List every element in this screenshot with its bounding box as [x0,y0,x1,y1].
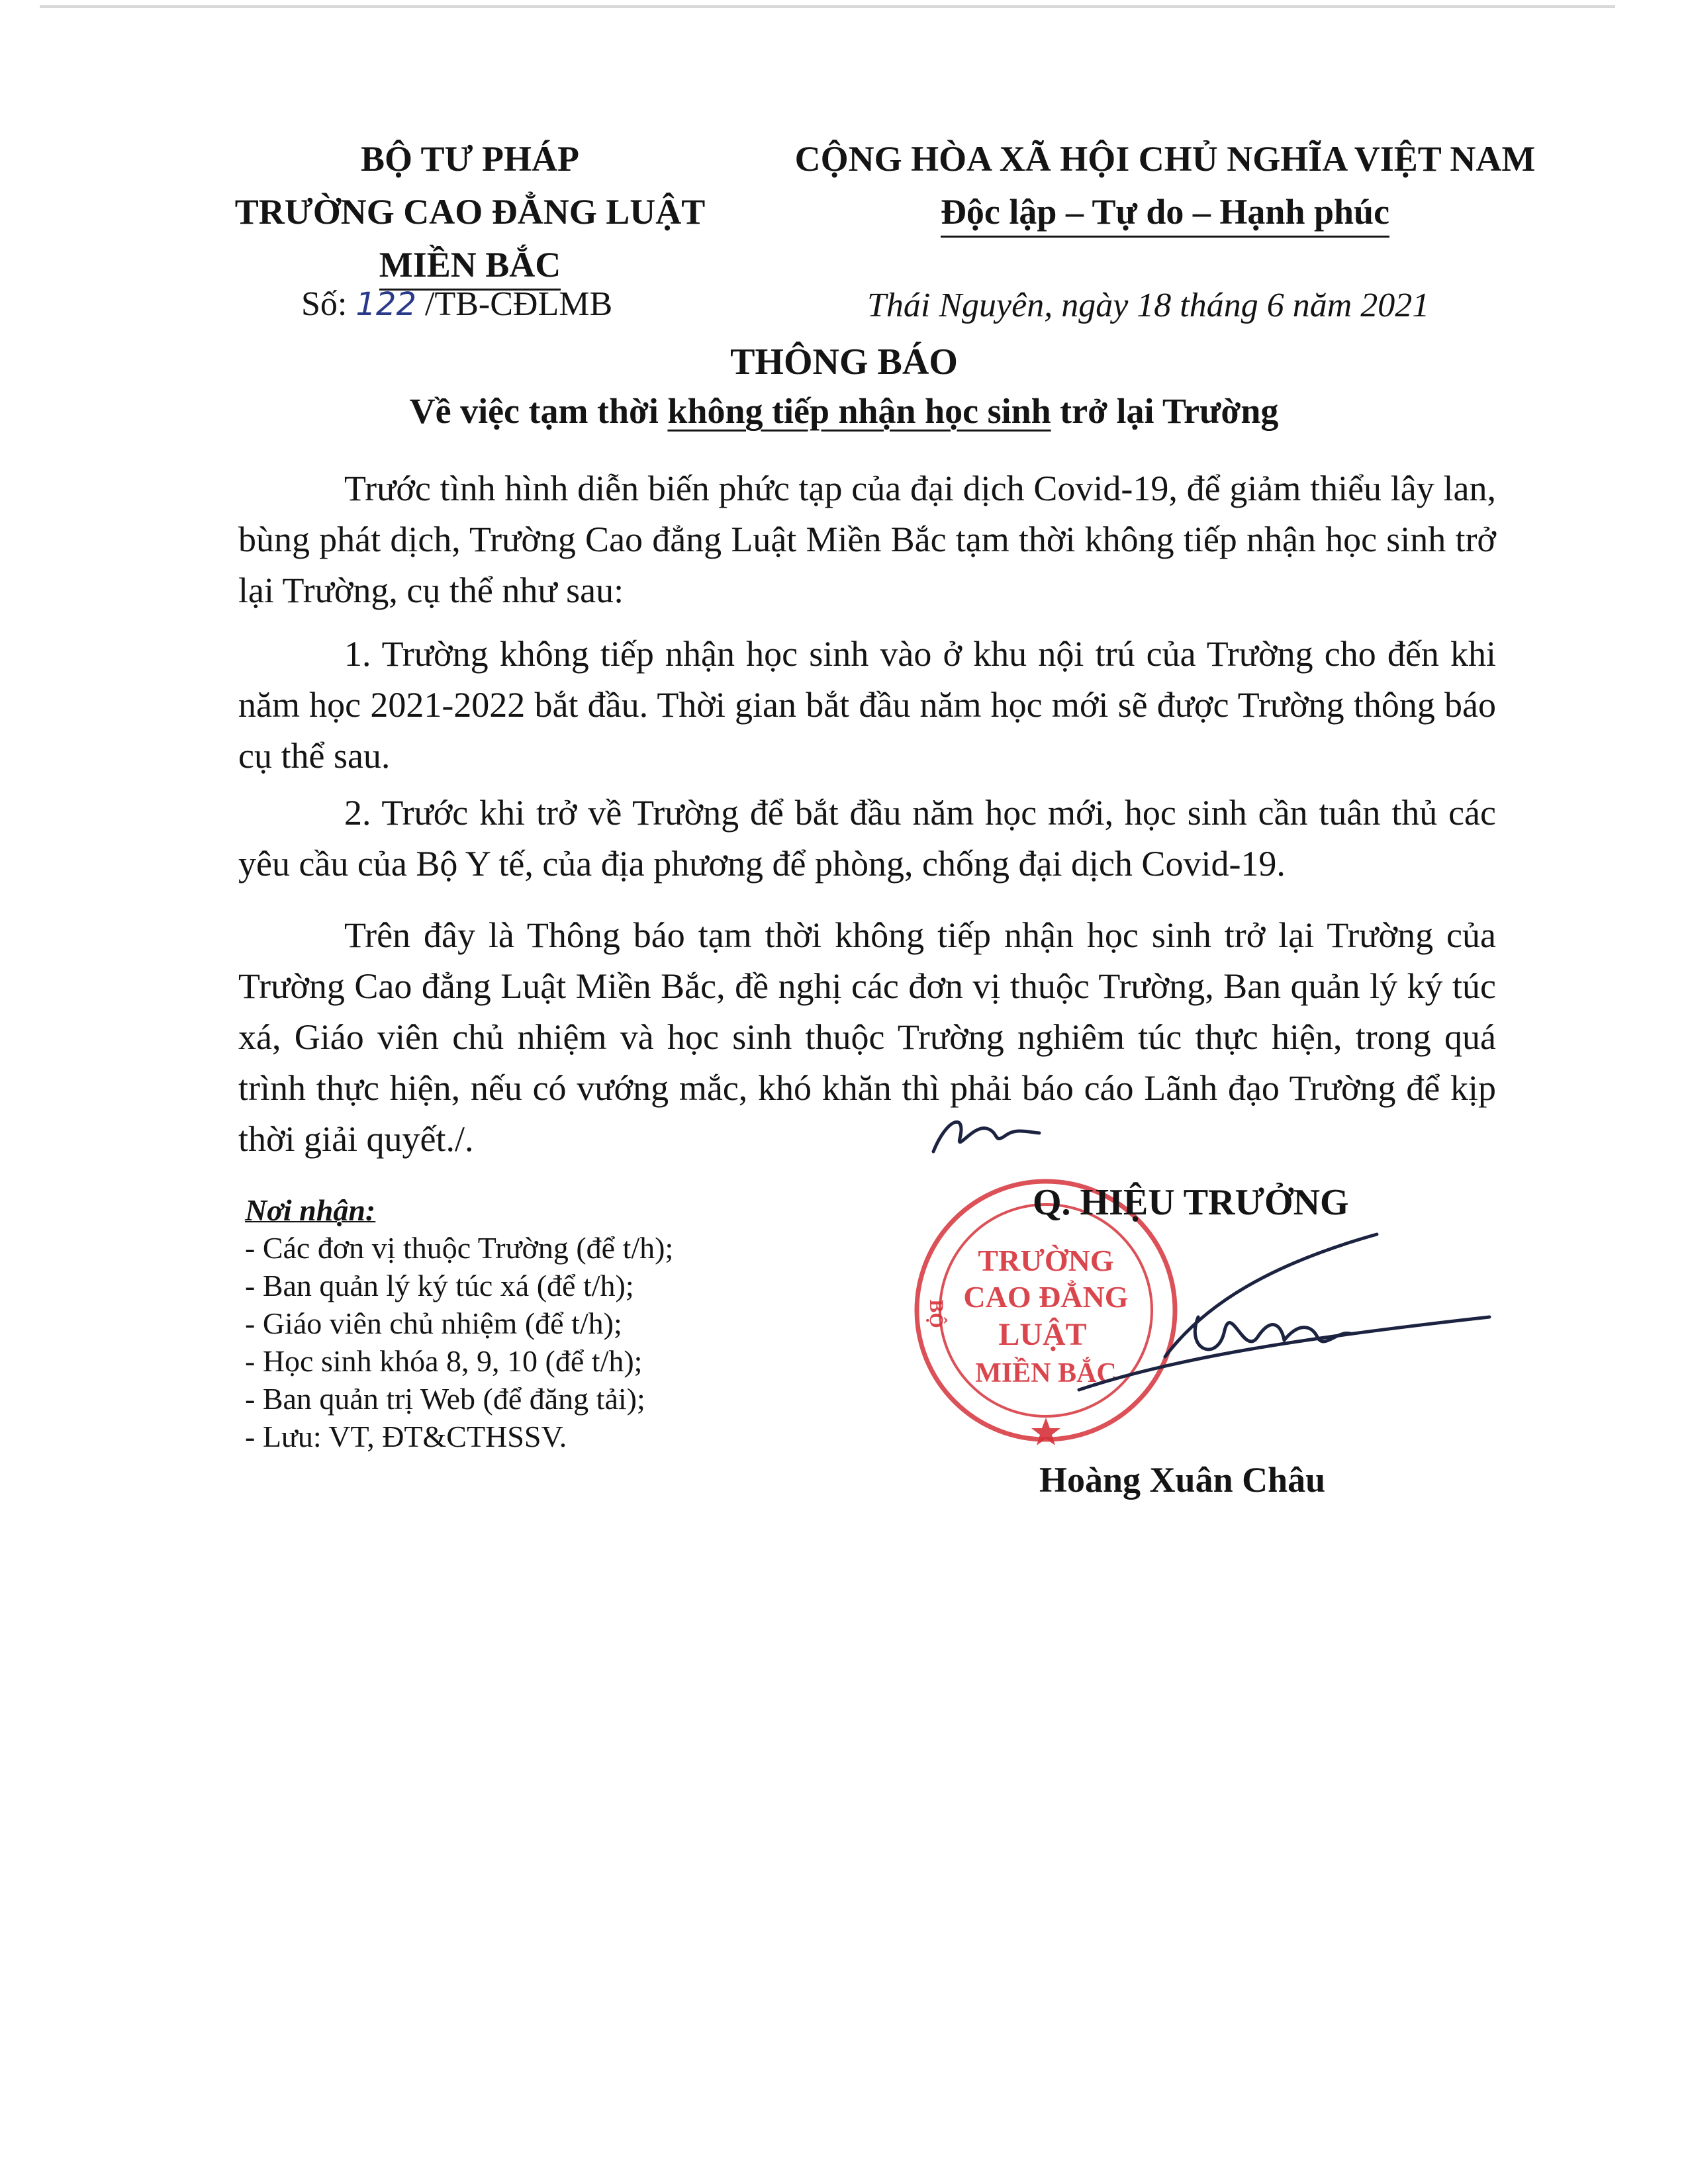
recipient-item: - Lưu: VT, ĐT&CTHSSV. [245,1420,567,1453]
doc-number-suffix: /TB-CĐLMB [425,285,613,323]
recipient-item: - Học sinh khóa 8, 9, 10 (để t/h); [245,1344,643,1378]
seal-line: CAO ĐẲNG [963,1280,1129,1314]
place-date: Thái Nguyên, ngày 18 tháng 6 năm 2021 [867,287,1430,324]
seal-line: TRƯỜNG [978,1244,1114,1277]
item-1-paragraph: 1. Trường không tiếp nhận học sinh vào ở khu nội trú của Trường cho đến khi năm học 2021-2022 bắt đầu. Thời gian bắt đầu năm học mới sẽ được Trường thông báo cụ thể sau. [238,634,1496,776]
document-number [301,285,612,324]
recipient-item: - Ban quản lý ký túc xá (để t/h); [245,1269,634,1302]
seal-line: LUẬT [998,1317,1087,1352]
school-name-line2: MIỀN BẮC [379,241,561,291]
school-name-line1: TRƯỜNG CAO ĐẲNG LUẬT [234,192,706,232]
item-2-paragraph: 2. Trước khi trở về Trường để bắt đầu năm học mới, học sinh cần tuân thủ các yêu cầu của Bộ Y tế, của địa phương để phòng, chống đại dịch Covid-19. [238,793,1496,884]
ministry-name: BỘ TƯ PHÁP [360,139,579,179]
document-subtitle [0,390,1688,432]
recipients-title: Nơi nhận: [245,1193,376,1227]
recipient-item: - Ban quản trị Web (để đăng tải); [245,1382,645,1416]
signature-icon [914,1224,1509,1423]
doc-number-prefix: Số: [301,285,348,323]
recipient-item: - Giáo viên chủ nhiệm (để t/h); [245,1306,622,1340]
seal-line: MIỀN BẮC [975,1358,1117,1388]
issuer-header [199,132,741,291]
closing-paragraph: Trên đây là Thông báo tạm thời không tiếp nhận học sinh trở lại Trường của Trường Cao đẳng Luật Miền Bắc, đề nghị các đơn vị thuộc Trường, Ban quản lý ký túc xá, Giáo viên chủ nhiệm và học sinh thuộc Trường nghiêm túc thực hiện, trong quá trình thực hiện, nếu có vướng mắc, khó khăn thì phải báo cáo Lãnh đạo Trường để kịp thời giải quyết./. [238,915,1496,1159]
recipients-block [245,1191,673,1455]
subtitle-underlined: không tiếp nhận học sinh [667,391,1051,431]
national-motto: Độc lập – Tự do – Hạnh phúc [941,188,1389,238]
signer-title: Q. HIỆU TRƯỞNG [1033,1182,1349,1223]
subtitle-suffix: trở lại Trường [1051,391,1279,431]
scan-edge-line [40,5,1615,8]
subtitle-prefix: Về việc tạm thời [409,391,668,431]
signer-name: Hoàng Xuân Châu [1039,1460,1326,1500]
national-header [774,132,1556,238]
intro-paragraph: Trước tình hình diễn biến phức tạp của đại dịch Covid-19, để giảm thiểu lây lan, bùng phát dịch, Trường Cao đẳng Luật Miền Bắc tạm thời không tiếp nhận học sinh trở lại Trường, cụ thể như sau: [238,469,1496,610]
handwritten-initials-icon [927,1105,1046,1165]
seal-side-text: BỘ [925,1299,947,1328]
recipient-item: - Các đơn vị thuộc Trường (để t/h); [245,1231,674,1265]
country-name: CỘNG HÒA XÃ HỘI CHỦ NGHĨA VIỆT NAM [794,139,1536,179]
doc-number-handwritten: 122 [355,286,416,323]
document-title: THÔNG BÁO [730,341,958,383]
